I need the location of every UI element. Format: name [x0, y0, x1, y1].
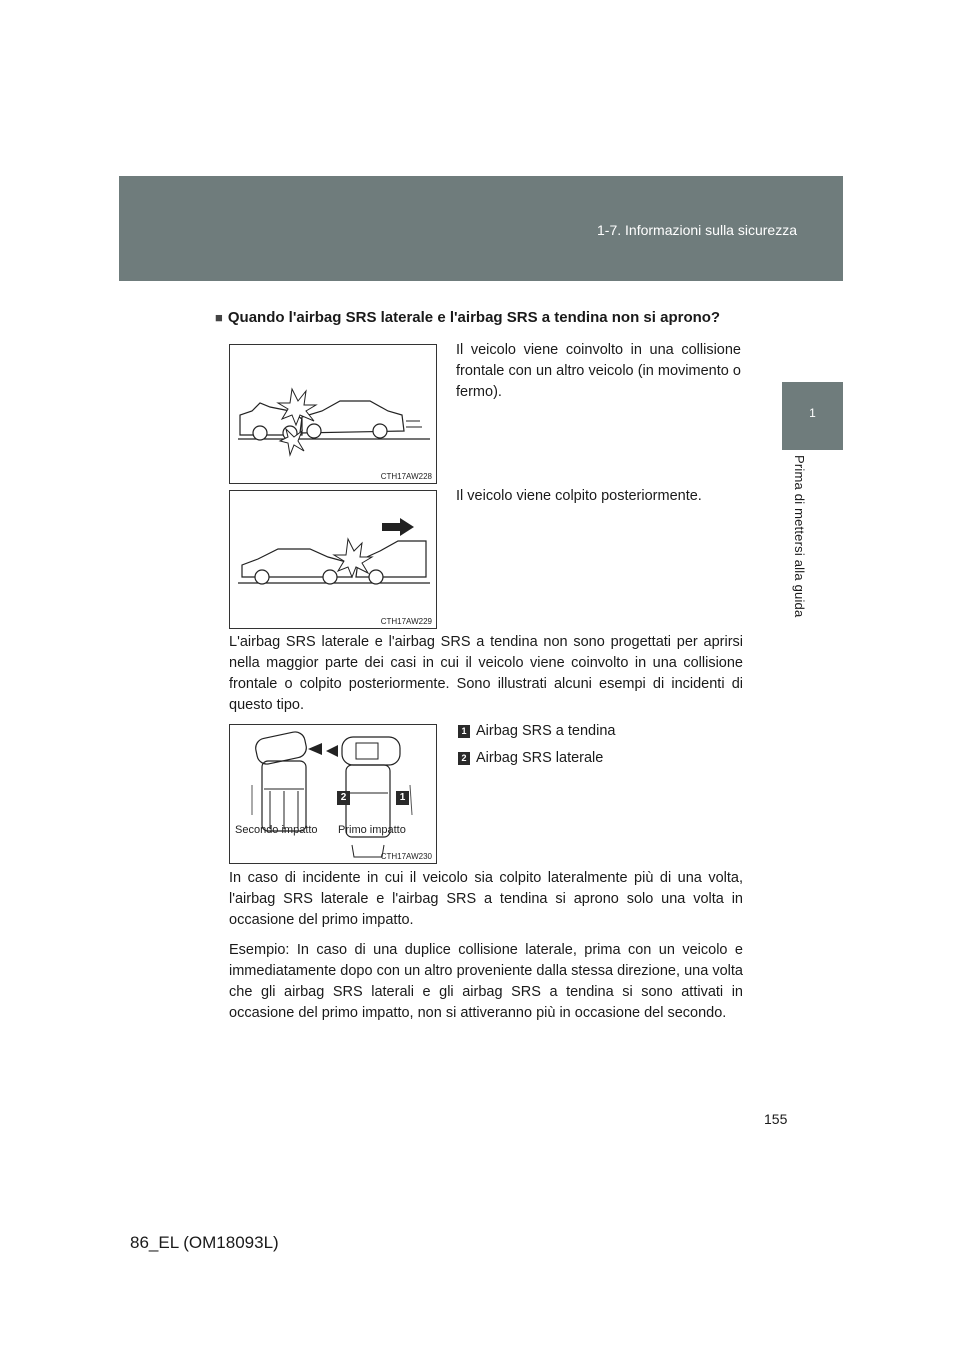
rear-collision-illustration [230, 491, 436, 628]
label-second-impact: Secondo impatto [235, 824, 318, 836]
heading-marker: ■ [215, 310, 223, 325]
example-paragraph: Esempio: In caso di una duplice collisione laterale, prima con un veicolo e immediatamente dopo con un altro proveniente dalla stessa direzione, una volta che gli airbag SRS laterali e gli airbag SRS a tendina si sono attivati in occasione del primo impatto, non si attiveranno più in occasione del secondo. [229, 942, 743, 1021]
page-number: 155 [764, 1111, 788, 1127]
figure-code: CTH17AW229 [380, 617, 432, 626]
section-title: 1-7. Informazioni sulla sicurezza [597, 222, 797, 238]
figure2-caption: Il veicolo viene colpito posteriormente. [456, 488, 702, 504]
label-first-impact: Primo impatto [338, 824, 406, 836]
legend-label: Airbag SRS a tendina [476, 723, 616, 739]
legend-item-curtain-airbag [458, 723, 615, 739]
figure-code: CTH17AW228 [380, 472, 432, 481]
chapter-label: Prima di mettersi alla guida [792, 455, 807, 618]
document-code: 86_EL (OM18093L) [130, 1233, 279, 1252]
figure-frontal-collision [229, 344, 437, 484]
figure-side-collision [229, 724, 437, 864]
legend-label: Airbag SRS laterale [476, 750, 604, 766]
figure-code: CTH17AW230 [380, 852, 432, 861]
section-heading [215, 309, 720, 326]
frontal-collision-illustration [230, 345, 436, 483]
legend-item-side-airbag [458, 750, 603, 766]
figure-badge-2: 2 [337, 791, 350, 805]
header-band [119, 176, 843, 281]
chapter-number: 1 [809, 406, 816, 420]
multiple-impact-paragraph: In caso di incidente in cui il veicolo sia colpito lateralmente più di una volta, l'airbag SRS laterale e l'airbag SRS a tendina si aprono solo una volta in occasione del primo impatto. [229, 870, 743, 928]
figure1-caption: Il veicolo viene coinvolto in una collisione frontale con un altro veicolo (in movimento o fermo). [456, 342, 741, 400]
figure-badge-1: 1 [396, 791, 409, 805]
figure-rear-collision [229, 490, 437, 629]
chapter-tab [782, 382, 843, 450]
legend-badge: 2 [458, 752, 470, 765]
legend-badge: 1 [458, 725, 470, 738]
main-paragraph: L'airbag SRS laterale e l'airbag SRS a tendina non sono progettati per aprirsi nella maggior parte dei casi in cui il veicolo viene coinvolto in una collisione frontale o colpito posteriormente. Sono illustrati alcuni esempi di incidenti di questo tipo. [229, 634, 743, 713]
heading-text: Quando l'airbag SRS laterale e l'airbag SRS a tendina non si aprono? [227, 309, 721, 326]
